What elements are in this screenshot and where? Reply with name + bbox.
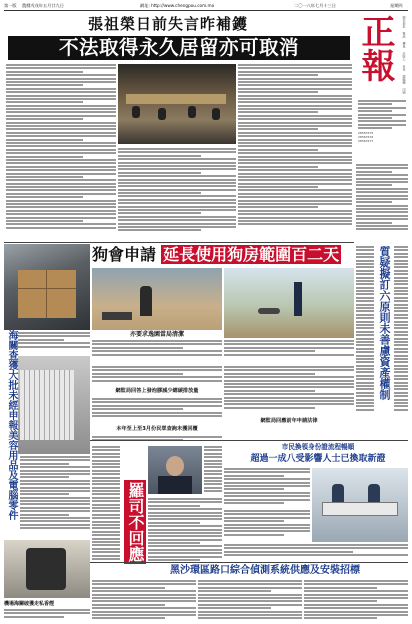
lead-body-left bbox=[6, 64, 116, 240]
dog-story-headline bbox=[92, 244, 354, 266]
issue-date: 二〇一八年七月十三日 bbox=[294, 3, 336, 8]
mid-body-column-1 bbox=[92, 366, 222, 386]
left-vertical-headline: 海關查獲大批未經申報美容用品及電腦零件 bbox=[4, 330, 18, 530]
mid-lower-body-3 bbox=[204, 446, 222, 496]
bottom-story-body-2 bbox=[198, 580, 302, 622]
dog-story-body-left bbox=[92, 340, 222, 364]
lead-headline: 不法取得永久居留亦可取消 bbox=[8, 36, 350, 60]
lead-body-under-photo bbox=[118, 148, 236, 240]
left-bottom-body bbox=[4, 609, 90, 621]
dog-story-subhead: 亦要求逸園當局清潔 bbox=[92, 330, 222, 340]
mid-body-column-3 bbox=[224, 366, 354, 414]
bottom-story-headline: 黑沙環區路口綜合偵測系統供應及安裝招標 bbox=[170, 565, 360, 576]
right-column-body-3 bbox=[394, 246, 408, 416]
hospital-body-left bbox=[224, 468, 310, 508]
right-column-body bbox=[356, 164, 408, 244]
phone-1: 28567675 bbox=[358, 130, 374, 135]
baggage-photo bbox=[4, 540, 90, 598]
mid-box-2: 網監局回應前年申請法律 bbox=[260, 418, 318, 424]
dog-headline-black: 狗會申請 bbox=[92, 245, 157, 264]
dog-headline-red: 延長使用狗房範圍百二天 bbox=[163, 245, 340, 264]
middle-red-vertical-headline: 羅司不回應 bbox=[126, 482, 145, 562]
bottom-story-body-1 bbox=[92, 580, 196, 622]
phone-3: 28567677 bbox=[358, 138, 374, 143]
divider-bottom bbox=[90, 562, 408, 563]
left-small-caption: 機場海關破獲走私香煙 bbox=[4, 601, 55, 607]
lead-body-mid bbox=[238, 64, 352, 240]
lunar-date: 農曆戊戌年五月廿九日 bbox=[22, 3, 64, 8]
newspaper-logo: 正報 bbox=[355, 14, 395, 82]
right-vertical-headline: 質疑擬訂六原則未善慮資產權制 bbox=[378, 246, 391, 400]
mid-box-1: 網監局回答上發泡膠減少總碳排放量 bbox=[115, 388, 199, 394]
car-trunk-photo bbox=[4, 244, 90, 330]
logo-block bbox=[356, 14, 408, 162]
hospital-body-left-2 bbox=[224, 510, 310, 542]
mid-box-3: 本年至上至3月份民眾查詢未獲回覆 bbox=[116, 426, 198, 432]
mid-lower-body bbox=[92, 446, 120, 566]
logo-info-text bbox=[358, 100, 406, 160]
weekday: 星期四 bbox=[390, 3, 403, 8]
official-photo bbox=[148, 446, 202, 494]
phone-2: 28567676 bbox=[358, 134, 374, 139]
lead-photo-council bbox=[118, 64, 236, 144]
masthead-side-info: 總社地址 電話 傳真 出版人 社長 總編輯 印刷 bbox=[402, 16, 406, 94]
lead-subhead: 張祖榮日前失言昨補鑊 bbox=[88, 15, 249, 33]
hospital-story-headline: 超過一成八受影響人士已換取新證 bbox=[250, 454, 386, 464]
page-number: 第一版 bbox=[4, 3, 17, 8]
hospital-body-bottom bbox=[224, 544, 408, 562]
dog-story-body-right bbox=[224, 340, 354, 364]
mid-body-column-2 bbox=[92, 398, 222, 422]
hospital-story-subhead: 市民換領身份證流程暢順 bbox=[281, 443, 355, 451]
right-column-body-2 bbox=[356, 246, 374, 416]
divider-lead bbox=[4, 242, 354, 243]
mid-lower-body-2 bbox=[148, 498, 222, 568]
divider-mid bbox=[90, 440, 408, 441]
left-lower-body bbox=[20, 456, 90, 536]
dog-track-photo-right bbox=[224, 268, 354, 338]
hospital-counter-photo bbox=[312, 468, 408, 542]
masthead-strip bbox=[4, 2, 408, 11]
bottom-story-body-3 bbox=[304, 580, 408, 622]
website: 網址: http://www.chengpou.com.mo bbox=[140, 3, 215, 8]
dog-track-photo-left bbox=[92, 268, 222, 338]
